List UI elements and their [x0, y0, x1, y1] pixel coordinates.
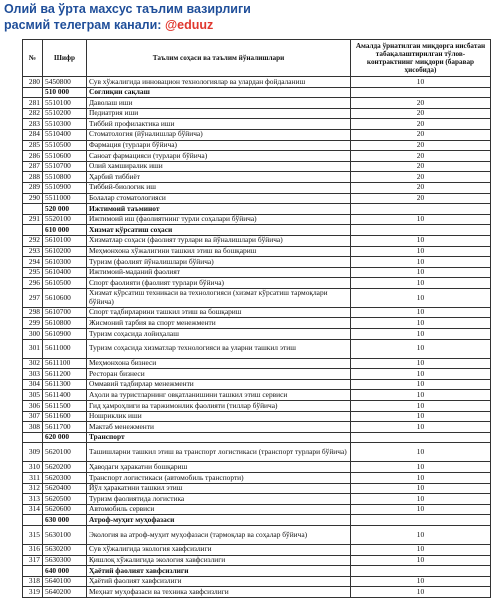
- row-fee: [351, 432, 491, 443]
- row-name: Стоматология (йўналишлар бўйича): [87, 129, 351, 140]
- row-fee: 20: [351, 108, 491, 119]
- row-code: 640 000: [43, 566, 87, 577]
- row-number: 301: [23, 339, 43, 358]
- row-number: 289: [23, 182, 43, 193]
- table-row: [23, 318, 491, 329]
- table-row: [23, 504, 491, 515]
- row-code: 5610800: [43, 318, 87, 329]
- row-code: 5611200: [43, 369, 87, 380]
- row-number: 288: [23, 172, 43, 183]
- row-fee: 10: [351, 214, 491, 225]
- row-fee: 20: [351, 172, 491, 183]
- row-code: 5510400: [43, 129, 87, 140]
- row-code: 630 000: [43, 515, 87, 526]
- row-fee: 10: [351, 278, 491, 289]
- row-code: 5511000: [43, 193, 87, 204]
- col-fee-header: Амалда ўрнатилган миқдорга нисбатан табақалаштирилган тўлов-контрактнинг миқдори (баравар ҳисобида): [351, 40, 491, 77]
- row-fee: 10: [351, 401, 491, 412]
- row-number: [23, 432, 43, 443]
- row-name: Ҳаётий фаолият хавфсизлиги: [87, 566, 351, 577]
- row-fee: 20: [351, 182, 491, 193]
- row-number: 310: [23, 462, 43, 473]
- row-fee: 10: [351, 288, 491, 307]
- row-name: Фармация (турлари бўйича): [87, 140, 351, 151]
- table-row: [23, 151, 491, 162]
- table-row: [23, 98, 491, 109]
- row-code: 620 000: [43, 432, 87, 443]
- row-number: 304: [23, 379, 43, 390]
- row-code: 5510800: [43, 172, 87, 183]
- row-code: 5611000: [43, 339, 87, 358]
- row-code: 5510600: [43, 151, 87, 162]
- col-code-header: Шифр: [43, 40, 87, 77]
- row-code: 5610200: [43, 246, 87, 257]
- table-row: [23, 267, 491, 278]
- row-number: 306: [23, 401, 43, 412]
- row-name: Хизматлар соҳаси (фаолият турлари ва йўналишлари бўйича): [87, 235, 351, 246]
- section-row: [23, 515, 491, 526]
- row-fee: 20: [351, 151, 491, 162]
- table-row: [23, 576, 491, 587]
- row-name: Даволаш иши: [87, 98, 351, 109]
- row-name: Меҳнат муҳофазаси ва техника хавфсизлиги: [87, 587, 351, 598]
- table-row: [23, 278, 491, 289]
- row-fee: 10: [351, 587, 491, 598]
- row-fee: 10: [351, 473, 491, 484]
- row-name: Оммавий тадбирлар менежменти: [87, 379, 351, 390]
- row-code: 610 000: [43, 225, 87, 236]
- row-fee: 10: [351, 525, 491, 544]
- table-row: [23, 483, 491, 494]
- row-code: 5610900: [43, 329, 87, 340]
- row-code: 5611700: [43, 422, 87, 433]
- row-number: 285: [23, 140, 43, 151]
- row-code: 5610400: [43, 267, 87, 278]
- table-header-row: [23, 40, 491, 77]
- table-row: [23, 390, 491, 401]
- table-row: [23, 587, 491, 598]
- row-code: 5620200: [43, 462, 87, 473]
- row-number: [23, 87, 43, 98]
- row-fee: 10: [351, 576, 491, 587]
- row-number: 308: [23, 422, 43, 433]
- row-fee: 10: [351, 422, 491, 433]
- row-number: 298: [23, 307, 43, 318]
- row-number: 296: [23, 278, 43, 289]
- row-fee: 10: [351, 307, 491, 318]
- row-code: 5610500: [43, 278, 87, 289]
- row-fee: 10: [351, 318, 491, 329]
- row-fee: 10: [351, 246, 491, 257]
- row-fee: 10: [351, 235, 491, 246]
- row-number: [23, 225, 43, 236]
- row-code: 5640100: [43, 576, 87, 587]
- row-name: Тиббий профилактика иши: [87, 119, 351, 130]
- row-code: 5611500: [43, 401, 87, 412]
- row-name: Туризм соҳасида лойиҳалаш: [87, 329, 351, 340]
- row-fee: 20: [351, 98, 491, 109]
- row-code: 5620300: [43, 473, 87, 484]
- row-name: Автомобиль сервиси: [87, 504, 351, 515]
- row-name: Спорт фаолияти (фаолият турлари бўйича): [87, 278, 351, 289]
- table-row: [23, 379, 491, 390]
- row-number: 314: [23, 504, 43, 515]
- fee-table: [22, 39, 491, 598]
- row-code: 5510500: [43, 140, 87, 151]
- row-fee: [351, 566, 491, 577]
- row-fee: [351, 87, 491, 98]
- table-row: [23, 129, 491, 140]
- row-code: 5630200: [43, 544, 87, 555]
- table-row: [23, 307, 491, 318]
- row-number: 290: [23, 193, 43, 204]
- row-name: Спорт тадбирларини ташкил этиш ва бошқариш: [87, 307, 351, 318]
- row-fee: 10: [351, 339, 491, 358]
- row-code: 5610300: [43, 257, 87, 268]
- row-name: Атроф-муҳит муҳофазаси: [87, 515, 351, 526]
- row-fee: 20: [351, 129, 491, 140]
- row-fee: 10: [351, 494, 491, 505]
- row-number: 284: [23, 129, 43, 140]
- row-fee: 10: [351, 358, 491, 369]
- table-row: [23, 161, 491, 172]
- row-name: Сув хўжалигида экология хавфсизлиги: [87, 544, 351, 555]
- row-number: 303: [23, 369, 43, 380]
- row-number: 291: [23, 214, 43, 225]
- table-row: [23, 358, 491, 369]
- row-code: 5510100: [43, 98, 87, 109]
- row-number: 318: [23, 576, 43, 587]
- row-fee: 10: [351, 555, 491, 566]
- row-name: Қишлоқ хўжалигида экология хавфсизлиги: [87, 555, 351, 566]
- row-code: 5630100: [43, 525, 87, 544]
- table-body: [23, 77, 491, 598]
- row-name: Транспорт: [87, 432, 351, 443]
- row-name: Ҳаводаги ҳаракатни бошқариш: [87, 462, 351, 473]
- row-fee: 10: [351, 329, 491, 340]
- table-row: [23, 288, 491, 307]
- row-code: 510 000: [43, 87, 87, 98]
- table-row: [23, 462, 491, 473]
- row-number: 309: [23, 443, 43, 462]
- row-name: Меҳмонхона бизнеси: [87, 358, 351, 369]
- row-fee: 10: [351, 77, 491, 88]
- row-name: Ҳаётий фаолият хавфсизлиги: [87, 576, 351, 587]
- row-name: Ижтимоий-маданий фаолият: [87, 267, 351, 278]
- row-number: 315: [23, 525, 43, 544]
- row-number: 300: [23, 329, 43, 340]
- row-name: Туризм соҳасида хизматлар технологияси ва уларни ташкил этиш: [87, 339, 351, 358]
- table-row: [23, 494, 491, 505]
- telegram-handle-link[interactable]: @eduuz: [164, 18, 214, 32]
- row-name: Йўл ҳаракатини ташкил этиш: [87, 483, 351, 494]
- ministry-title: Олий ва ўрта махсус таълим вазирлиги: [4, 2, 251, 16]
- row-name: Сув хўжалигида инновацион технологиялар ва улардан фойдаланиш: [87, 77, 351, 88]
- row-code: 5510900: [43, 182, 87, 193]
- row-name: Болалар стоматологияси: [87, 193, 351, 204]
- row-code: 5610700: [43, 307, 87, 318]
- row-number: 305: [23, 390, 43, 401]
- row-number: 294: [23, 257, 43, 268]
- table-row: [23, 214, 491, 225]
- table-row: [23, 193, 491, 204]
- row-name: Экология ва атроф-муҳит муҳофазаси (тармоқлар ва соҳалар бўйича): [87, 525, 351, 544]
- row-code: 5611600: [43, 411, 87, 422]
- row-fee: 20: [351, 119, 491, 130]
- section-row: [23, 566, 491, 577]
- row-code: 5610600: [43, 288, 87, 307]
- row-code: 5450800: [43, 77, 87, 88]
- row-fee: 10: [351, 257, 491, 268]
- row-number: 293: [23, 246, 43, 257]
- row-name: Транспорт логистикаси (автомобиль транспорти): [87, 473, 351, 484]
- table-row: [23, 77, 491, 88]
- row-fee: [351, 204, 491, 215]
- row-fee: 10: [351, 483, 491, 494]
- col-name-header: Таълим соҳаси ва таълим йўналишлари: [87, 40, 351, 77]
- table-row: [23, 246, 491, 257]
- table-row: [23, 119, 491, 130]
- section-row: [23, 204, 491, 215]
- table-row: [23, 555, 491, 566]
- section-row: [23, 87, 491, 98]
- row-number: 317: [23, 555, 43, 566]
- row-number: 295: [23, 267, 43, 278]
- row-fee: 10: [351, 462, 491, 473]
- table-row: [23, 108, 491, 119]
- row-number: 292: [23, 235, 43, 246]
- row-number: 299: [23, 318, 43, 329]
- row-code: 5640200: [43, 587, 87, 598]
- row-name: Саноат фармацияси (турлари бўйича): [87, 151, 351, 162]
- table-row: [23, 422, 491, 433]
- row-name: Гид ҳамроҳлиги ва таржимонлик фаолияти (тиллар бўйича): [87, 401, 351, 412]
- row-code: 5510300: [43, 119, 87, 130]
- table-row: [23, 140, 491, 151]
- row-name: Мактаб менежменти: [87, 422, 351, 433]
- row-fee: 10: [351, 379, 491, 390]
- row-name: Туризм (фаолият йўналишлари бўйича): [87, 257, 351, 268]
- row-code: 520 000: [43, 204, 87, 215]
- row-fee: 10: [351, 369, 491, 380]
- section-row: [23, 225, 491, 236]
- table-row: [23, 182, 491, 193]
- row-fee: 20: [351, 161, 491, 172]
- row-name: Тиббий-биологик иш: [87, 182, 351, 193]
- row-code: 5610100: [43, 235, 87, 246]
- row-fee: 10: [351, 411, 491, 422]
- row-code: 5510700: [43, 161, 87, 172]
- row-name: Хизмат кўрсатиш соҳаси: [87, 225, 351, 236]
- table-row: [23, 329, 491, 340]
- row-number: [23, 204, 43, 215]
- table-row: [23, 411, 491, 422]
- row-fee: 10: [351, 504, 491, 515]
- row-code: 5620600: [43, 504, 87, 515]
- row-code: 5620400: [43, 483, 87, 494]
- row-number: 311: [23, 473, 43, 484]
- channel-line: [4, 18, 213, 32]
- row-name: Меҳмонхона хўжалигини ташкил этиш ва бошқариш: [87, 246, 351, 257]
- row-number: 313: [23, 494, 43, 505]
- row-code: 5620500: [43, 494, 87, 505]
- row-name: Ижтимоий таъминот: [87, 204, 351, 215]
- row-fee: [351, 515, 491, 526]
- row-number: 307: [23, 411, 43, 422]
- row-name: Соғлиқни сақлаш: [87, 87, 351, 98]
- row-name: Жисмоний тарбия ва спорт менежменти: [87, 318, 351, 329]
- row-number: [23, 515, 43, 526]
- row-name: Ҳарбий тиббиёт: [87, 172, 351, 183]
- row-number: 286: [23, 151, 43, 162]
- row-name: Педиатрия иши: [87, 108, 351, 119]
- row-name: Ижтимоий иш (фаолиятнинг турли соҳалари бўйича): [87, 214, 351, 225]
- row-number: 319: [23, 587, 43, 598]
- row-number: 287: [23, 161, 43, 172]
- table-row: [23, 339, 491, 358]
- row-number: 302: [23, 358, 43, 369]
- channel-label: расмий телеграм канали:: [4, 18, 162, 32]
- row-name: Ресторан бизнеси: [87, 369, 351, 380]
- row-code: 5620100: [43, 443, 87, 462]
- row-code: 5611300: [43, 379, 87, 390]
- row-number: 297: [23, 288, 43, 307]
- row-name: Аҳоли ва туристларнинг овқатланишини ташкил этиш сервиси: [87, 390, 351, 401]
- row-name: Туризм фаолиятида логистика: [87, 494, 351, 505]
- table-row: [23, 525, 491, 544]
- row-number: 281: [23, 98, 43, 109]
- row-code: 5510200: [43, 108, 87, 119]
- row-number: 283: [23, 119, 43, 130]
- section-row: [23, 432, 491, 443]
- row-name: Ношриклик иши: [87, 411, 351, 422]
- row-code: 5520100: [43, 214, 87, 225]
- table-row: [23, 172, 491, 183]
- table-row: [23, 401, 491, 412]
- table-row: [23, 443, 491, 462]
- row-number: 312: [23, 483, 43, 494]
- table-row: [23, 257, 491, 268]
- row-fee: [351, 225, 491, 236]
- row-number: 282: [23, 108, 43, 119]
- row-number: 316: [23, 544, 43, 555]
- row-number: [23, 566, 43, 577]
- header: [0, 0, 499, 36]
- row-name: Хизмат кўрсатиш техникаси ва технологияси (хизмат кўрсатиш тармоқлари бўйича): [87, 288, 351, 307]
- row-fee: 10: [351, 544, 491, 555]
- table-row: [23, 473, 491, 484]
- row-code: 5611400: [43, 390, 87, 401]
- row-name: Олий хамширалик иши: [87, 161, 351, 172]
- row-fee: 20: [351, 193, 491, 204]
- row-number: 280: [23, 77, 43, 88]
- row-fee: 10: [351, 267, 491, 278]
- row-fee: 20: [351, 140, 491, 151]
- row-fee: 10: [351, 390, 491, 401]
- row-code: 5630300: [43, 555, 87, 566]
- row-code: 5611100: [43, 358, 87, 369]
- table-row: [23, 369, 491, 380]
- col-number-header: №: [23, 40, 43, 77]
- row-fee: 10: [351, 443, 491, 462]
- table-row: [23, 544, 491, 555]
- row-name: Ташишларни ташкил этиш ва транспорт логистикаси (транспорт турлари бўйича): [87, 443, 351, 462]
- table-row: [23, 235, 491, 246]
